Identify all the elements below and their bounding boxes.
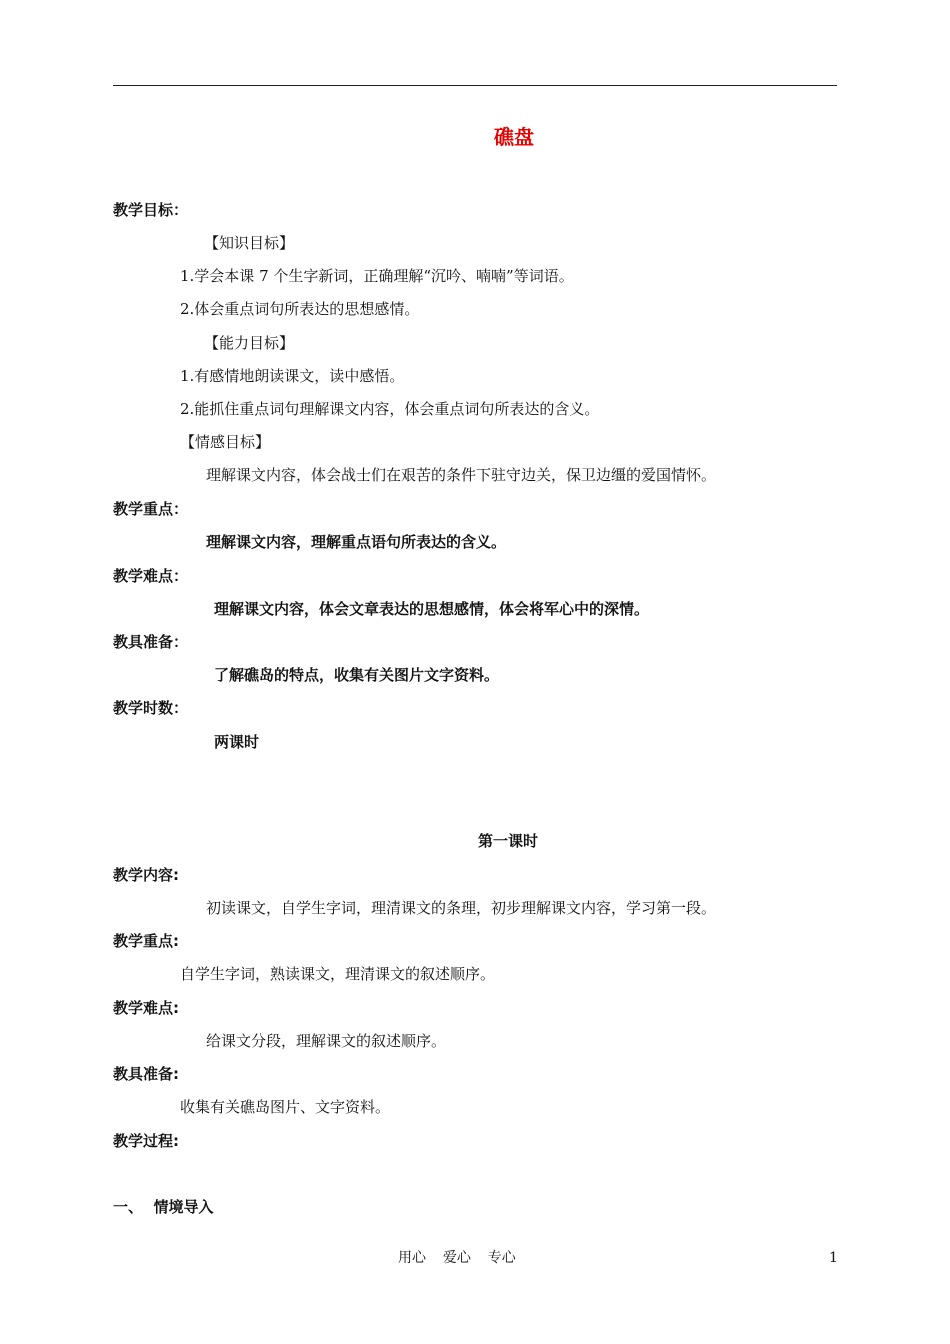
lesson-prep-heading: 教具准备: [113, 1065, 179, 1083]
lesson-key-text: 自学生字词，熟读课文，理清课文的叙述顺序。 [180, 965, 496, 983]
hours-text: 两课时 [214, 733, 260, 751]
lesson-content-heading: 教学内容: [113, 866, 179, 884]
page-number: 1 [829, 1250, 838, 1266]
prep-text: 了解礁岛的特点，收集有关图片文字资料。 [214, 666, 500, 684]
lesson-1-title: 第一课时 [477, 832, 538, 850]
goals-heading: 教学目标： [113, 201, 189, 219]
knowledge-goal-2: 2.体会重点词句所表达的思想感情。 [180, 300, 420, 318]
footer-motto: 用心 爱心 专心 [398, 1250, 516, 1266]
difficulty-text: 理解课文内容，体会文章表达的思想感情，体会将军心中的深情。 [214, 600, 650, 618]
hours-heading: 教学时数： [113, 699, 189, 717]
key-points-text: 理解课文内容，理解重点语句所表达的含义。 [206, 533, 507, 551]
ability-goals-heading: 【能力目标】 [204, 334, 295, 352]
lesson-key-heading: 教学重点: [113, 932, 179, 950]
lesson-difficulty-heading: 教学难点: [113, 999, 179, 1017]
document-title: 礁盘 [494, 125, 534, 149]
prep-heading: 教具准备： [113, 633, 189, 651]
emotion-goals-heading: 【情感目标】 [180, 433, 271, 451]
lesson-prep-text: 收集有关礁岛图片、文字资料。 [180, 1098, 391, 1116]
key-points-heading: 教学重点： [113, 500, 189, 518]
header-rule [113, 85, 837, 86]
ability-goal-1: 1.有感情地朗读课文，读中感悟。 [180, 367, 405, 385]
section-1-heading: 一、 情境导入 [113, 1198, 214, 1216]
emotion-goal-text: 理解课文内容，体会战士们在艰苦的条件下驻守边关，保卫边缰的爱国情怀。 [206, 466, 717, 484]
ability-goal-2: 2.能抓住重点词句理解课文内容，体会重点词句所表达的含义。 [180, 400, 600, 418]
lesson-process-heading: 教学过程: [113, 1132, 179, 1150]
knowledge-goal-1: 1.学会本课 7 个生字新词，正确理解“沉吟、喃喃”等词语。 [180, 267, 574, 285]
knowledge-goals-heading: 【知识目标】 [204, 234, 295, 252]
lesson-difficulty-text: 给课文分段，理解课文的叙述顺序。 [206, 1032, 447, 1050]
difficulty-heading: 教学难点： [113, 567, 189, 585]
lesson-content-text: 初读课文，自学生字词，理清课文的条理，初步理解课文内容，学习第一段。 [206, 899, 717, 917]
